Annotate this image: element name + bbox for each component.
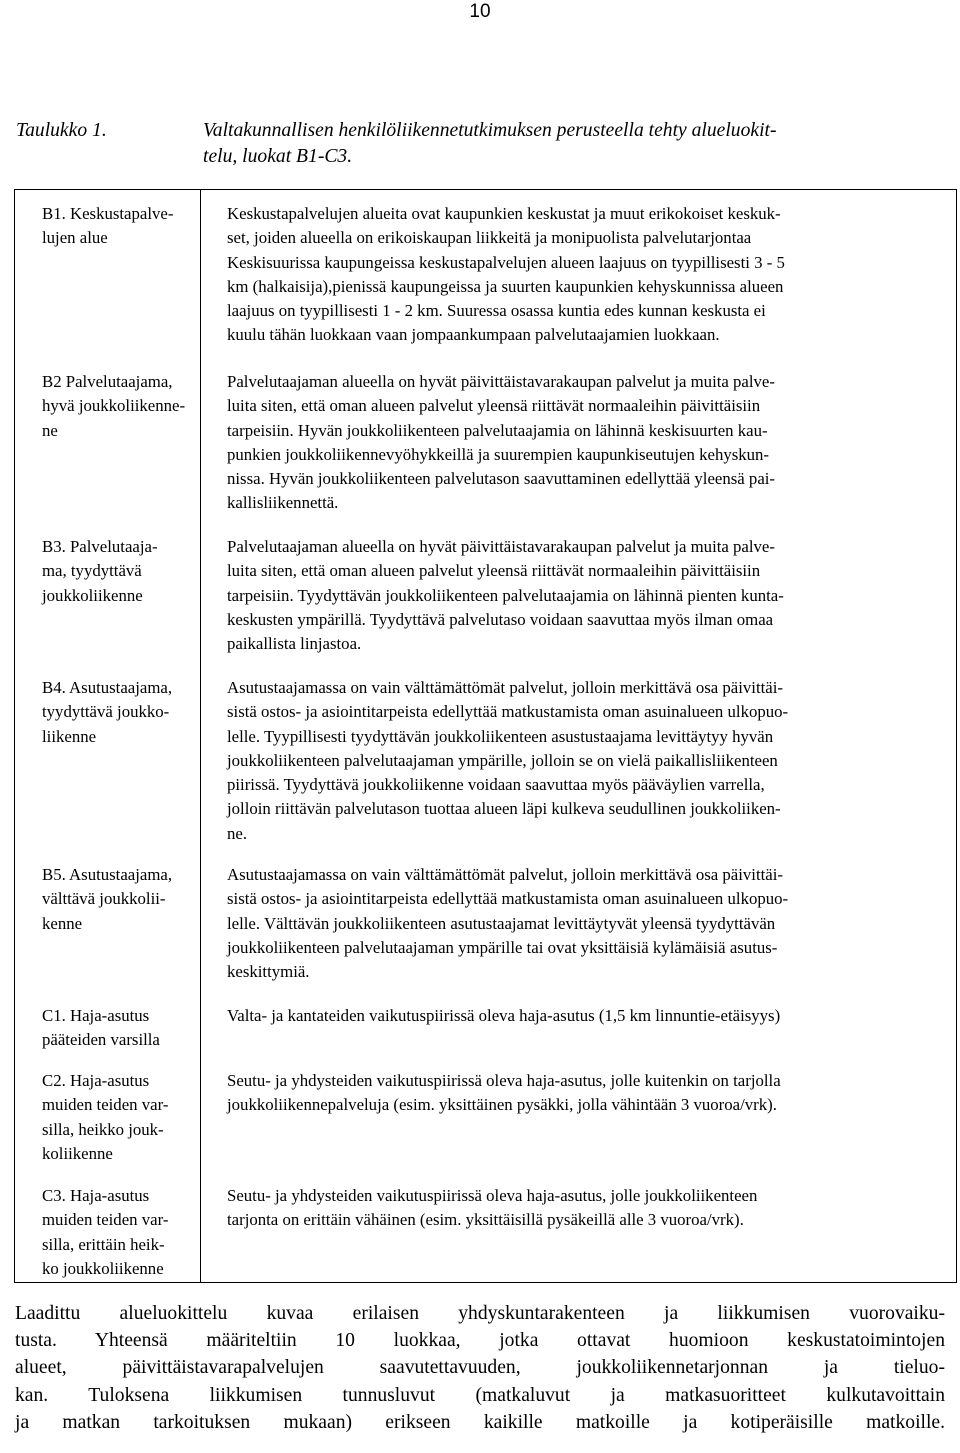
category-line: lujen alue <box>42 228 108 248</box>
summary-line: Laadittu alueluokittelu kuvaa erilaisen yhdyskuntarakenteen ja liikkumisen vuorovaiku- <box>15 1303 945 1324</box>
description-line: lelle. Tyypillisesti tyydyttävän joukkoliikenteen asustustaajama levittäytyy hyvän <box>227 726 774 746</box>
description-line: kallisliikennettä. <box>227 493 339 513</box>
description-cell-b1 <box>227 202 785 348</box>
description-line: ne. <box>227 823 248 843</box>
description-line: Asutustaajamassa on vain välttämättömät palvelut, jolloin merkittävä osa päivittäi- <box>227 865 783 884</box>
table-caption-line: telu, luokat B1-C3. <box>203 146 353 167</box>
category-cell-c3 <box>42 1184 168 1281</box>
category-line: koliikenne <box>42 1143 113 1163</box>
category-cell-b5 <box>42 863 172 936</box>
category-line: B3. Palvelutaaja- <box>42 537 158 556</box>
category-cell-b3 <box>42 535 158 608</box>
category-line: muiden teiden var- <box>42 1095 169 1115</box>
description-line: tarpeisiin. Tyydyttävän joukkoliikenteen palvelutaajamia on lähinnä pienten kunta- <box>227 585 784 605</box>
description-cell-b4 <box>227 676 788 846</box>
description-line: joukkoliikenteen palvelutaajaman ympärille, jolloin se on vielä paikallisliikenteen <box>227 750 778 770</box>
classification-table <box>14 189 957 1283</box>
category-line: B1. Keskustapalve- <box>42 204 174 223</box>
description-cell-b3 <box>227 535 784 656</box>
category-line: ko joukkoliikenne <box>42 1258 164 1278</box>
table-caption-label: Taulukko 1. <box>16 120 107 141</box>
category-line: liikenne <box>42 726 97 746</box>
category-line: hyvä joukkoliikenne- <box>42 396 186 416</box>
description-line: Palvelutaajaman alueella on hyvät päivittäistavarakaupan palvelut ja muita palve- <box>227 372 775 391</box>
description-cell-c1 <box>227 1004 780 1028</box>
description-line: paikallista linjastoa. <box>227 634 362 654</box>
description-line: luita siten, että oman alueen palvelut yleensä riittävät normaaleihin päivittäisiin <box>227 396 761 416</box>
category-cell-b4 <box>42 676 172 749</box>
description-line: laajuus on tyypillisesti 1 - 2 km. Suuressa osassa kuntia edes kunnan keskusta ei <box>227 301 766 321</box>
description-line: Valta- ja kantateiden vaikutuspiirissä oleva haja-asutus (1,5 km linnuntie-etäisyys) <box>227 1006 781 1025</box>
category-line: ma, tyydyttävä <box>42 561 142 581</box>
summary-paragraph <box>15 1300 945 1436</box>
category-cell-c2 <box>42 1069 168 1166</box>
category-line: B5. Asutustaajama, <box>42 865 173 884</box>
category-cell-c1 <box>42 1004 160 1053</box>
description-line: joukkoliikenteen palvelutaajaman ympärille tai ovat yksittäisiä kylämäisiä asutus- <box>227 937 778 957</box>
description-cell-b2 <box>227 370 775 516</box>
summary-line: tusta. Yhteensä määriteltiin 10 luokkaa, jotka ottavat huomioon keskustatoimintojen <box>15 1330 945 1352</box>
description-cell-b5 <box>227 863 788 984</box>
description-cell-c3 <box>227 1184 757 1233</box>
description-line: Asutustaajamassa on vain välttämättömät palvelut, jolloin merkittävä osa päivittäi- <box>227 678 783 697</box>
table-caption-text <box>203 118 948 170</box>
category-line: C1. Haja-asutus <box>42 1006 150 1025</box>
summary-line: alueet, päivittäistavarapalvelujen saavutettavuuden, joukkoliikennetarjonnan ja tieluo- <box>15 1357 945 1379</box>
description-line: km (halkaisija),pienissä kaupungeissa ja suurten kaupunkien kehyskunnissa alueen <box>227 276 784 296</box>
category-line: C2. Haja-asutus <box>42 1071 150 1090</box>
description-line: piirissä. Tyydyttävä joukkoliikenne voidaan saavuttaa myös pääväylien varrella, <box>227 775 765 795</box>
category-line: välttävä joukkolii- <box>42 889 166 909</box>
description-line: punkien joukkoliikennevyöhykkeillä ja suurempien kaupunkiseutujen kehyskun- <box>227 444 770 464</box>
description-line: Keskisuurissa kaupungeissa keskustapalvelujen alueen laajuus on tyypillisesti 3 - 5 <box>227 252 785 272</box>
description-line: keskusten ympärillä. Tyydyttävä palvelutaso voidaan saavuttaa myös ilman omaa <box>227 609 774 629</box>
table-caption-line: Valtakunnallisen henkilöliikennetutkimuksen perusteella tehty alueluokit- <box>203 120 777 141</box>
category-line: pääteiden varsilla <box>42 1030 160 1050</box>
description-line: Seutu- ja yhdysteiden vaikutuspiirissä oleva haja-asutus, jolle joukkoliikenteen <box>227 1186 758 1205</box>
category-line: ne <box>42 420 58 440</box>
description-line: sistä ostos- ja asiointitarpeista edellyttää matkustamista oman asuinalueen ulkopuo- <box>227 889 789 909</box>
description-line: nissa. Hyvän joukkoliikenteen palvelutason saavuttaminen edellyttää yleensä pai- <box>227 469 776 489</box>
category-line: silla, erittäin heik- <box>42 1234 165 1254</box>
category-line: silla, heikko jouk- <box>42 1119 164 1139</box>
description-line: kuulu tähän luokkaan vaan jompaankumpaan palvelutaajamien luokkaan. <box>227 325 720 345</box>
category-cell-b1 <box>42 202 173 251</box>
category-line: B4. Asutustaajama, <box>42 678 173 697</box>
description-line: keskittymiä. <box>227 962 310 982</box>
description-line: Palvelutaajaman alueella on hyvät päivittäistavarakaupan palvelut ja muita palve- <box>227 537 775 556</box>
category-line: joukkoliikenne <box>42 585 143 605</box>
description-line: Keskustapalvelujen alueita ovat kaupunkien keskustat ja muut erikokoiset keskuk- <box>227 204 781 223</box>
description-line: joukkoliikennepalveluja (esim. yksittäinen pysäkki, jolla vähintään 3 vuoroa/vrk). <box>227 1095 777 1115</box>
description-line: tarjonta on erittäin vähäinen (esim. yksittäisillä pysäkeillä alle 3 vuoroa/vrk). <box>227 1210 744 1230</box>
column-divider <box>200 190 201 1282</box>
description-line: jolloin riittävän palvelutason tuottaa alueen läpi kulkeva seudullinen joukkoliiken- <box>227 799 781 819</box>
description-line: sistä ostos- ja asiointitarpeista edellyttää matkustamista oman asuinalueen ulkopuo- <box>227 702 789 722</box>
category-line: kenne <box>42 913 83 933</box>
summary-line: kan. Tuloksena liikkumisen tunnusluvut (matkaluvut ja matkasuoritteet kulkutavoittain <box>15 1384 945 1406</box>
category-line: tyydyttävä joukko- <box>42 702 170 722</box>
description-line: set, joiden alueella on erikoiskaupan liikkeitä ja monipuolista palvelutarjontaa <box>227 228 752 248</box>
description-line: luita siten, että oman alueen palvelut yleensä riittävät normaaleihin päivittäisiin <box>227 561 761 581</box>
page-number: 10 <box>469 1 491 22</box>
description-line: lelle. Välttävän joukkoliikenteen asutustaajamat levittäytyvät yleensä tyydyttävän <box>227 913 776 933</box>
category-line: C3. Haja-asutus <box>42 1186 150 1205</box>
description-line: Seutu- ja yhdysteiden vaikutuspiirissä oleva haja-asutus, jolle kuitenkin on tarjolla <box>227 1071 781 1090</box>
category-cell-b2 <box>42 370 185 443</box>
category-line: muiden teiden var- <box>42 1210 169 1230</box>
description-line: tarpeisiin. Hyvän joukkoliikenteen palvelutaajamia on lähinnä keskisuurten kau- <box>227 420 768 440</box>
category-line: B2 Palvelutaajama, <box>42 372 173 391</box>
description-cell-c2 <box>227 1069 781 1118</box>
summary-line: ja matkan tarkoituksen mukaan) erikseen kaikille matkoille ja kotiperäisille matkoille. <box>15 1411 945 1433</box>
